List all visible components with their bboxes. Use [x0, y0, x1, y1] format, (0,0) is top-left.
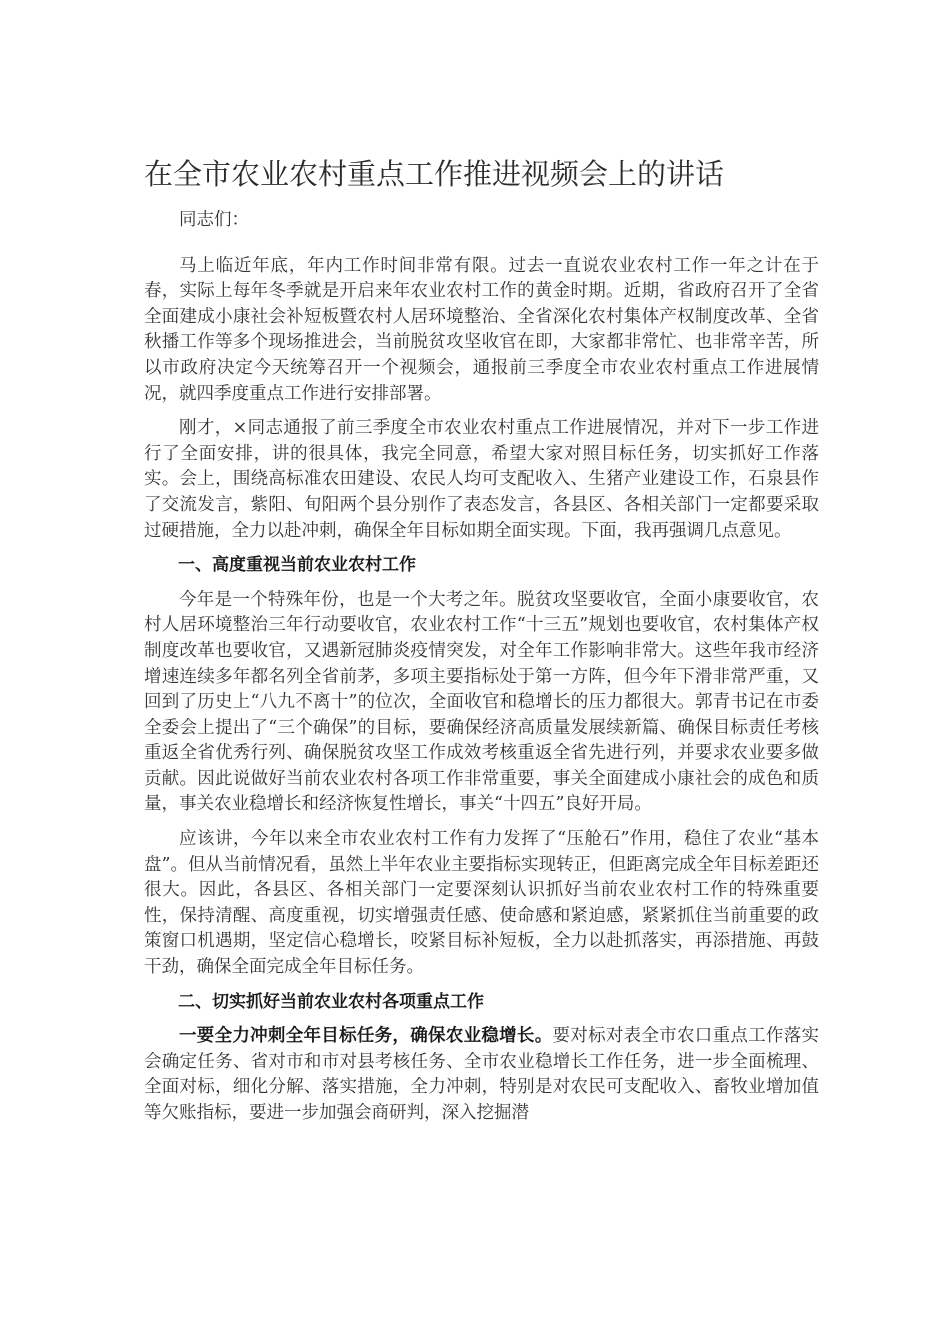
intro-paragraph-2: 刚才，×同志通报了前三季度全市农业农村重点工作进展情况，并对下一步工作进行了全面安排，讲的很具体，我完全同意，希望大家对照目标任务，切实抓好工作落实。会上，围绕高标准农田建设、农民人均可支配收入、生猪产业建设工作，石泉县作了交流发言，紫阳、旬阳两个县分别作了表态发言，各县区、各相关部门一定都要采取过硬措施，全力以赴冲刺，确保全年目标如期全面实现。下面，我再强调几点意见。	[144, 418, 819, 541]
intro-paragraph-1: 马上临近年底，年内工作时间非常有限。过去一直说农业农村工作一年之计在于春，实际上每年冬季就是开启来年农业农村工作的黄金时期。近期，省政府召开了全省全面建成小康社会补短板暨农村人居环境整治、全省深化农村集体产权制度改革、全省秋播工作等多个现场推进会，当前脱贫攻坚收官在即，大家都非常忙、也非常辛苦，所以市政府决定今天统筹召开一个视频会，通报前三季度全市农业农村重点工作进展情况，就四季度重点工作进行安排部署。	[144, 255, 819, 404]
salutation: 同志们：	[179, 210, 249, 230]
document-body	[144, 208, 819, 1136]
section1-paragraph-2: 应该讲，今年以来全市农业农村工作有力发挥了“压舱石”作用，稳住了农业“基本盘”。但从当前情况看，虽然上半年农业主要指标实现转正，但距离完成全年目标差距还很大。因此，各县区、各相关部门一定要深刻认识抓好当前农业农村工作的特殊重要性，保持清醒、高度重视，切实增强责任感、使命感和紧迫感，紧紧抓住当前重要的政策窗口机遇期，坚定信心稳增长，咬紧目标补短板，全力以赴抓落实，再添措施、再鼓干劲，确保全面完成全年目标任务。	[144, 829, 819, 978]
section1-paragraph-1: 今年是一个特殊年份，也是一个大考之年。脱贫攻坚要收官，全面小康要收官，农村人居环境整治三年行动要收官，农业农村工作“十三五”规划也要收官，农村集体产权制度改革也要收官，又遇新冠肺炎疫情突发，对全年工作影响非常大。这些年我市经济增速连续多年都名列全省前茅，多项主要指标处于第一方阵，但今年下滑非常严重，又回到了历史上“八九不离十”的位次，全面收官和稳增长的压力都很大。郭青书记在市委全委会上提出了“三个确保”的目标，要确保经济高质量发展续新篇、确保目标责任考核重返全省优秀行列、确保脱贫攻坚工作成效考核重返全省先进行列，并要求农业要多做贡献。因此说做好当前农业农村各项工作非常重要，事关全面建成小康社会的成色和质量，事关农业稳增长和经济恢复性增长，事关“十四五”良好开局。	[144, 589, 819, 815]
section2-lead-sentence: 一要全力冲刺全年目标任务，确保农业稳增长。	[179, 1026, 553, 1047]
section2-paragraph-text: 要对标对表全市农口重点工作落实会确定任务、省对市和市对县考核任务、全市农业稳增长工作任务，进一步全面梳理、全面对标，细化分解、落实措施，全力冲刺，特别是对农民可支配收入、畜牧业增加值等欠账指标，要进一步加强会商研判，深入挖掘潜	[144, 1026, 819, 1123]
section-heading-2: 二、切实抓好当前农业农村各项重点工作	[178, 991, 484, 1012]
section2-paragraph-1	[144, 1024, 819, 1126]
section-heading-1: 一、高度重视当前农业农村工作	[178, 555, 416, 576]
document-title: 在全市农业农村重点工作推进视频会上的讲话	[144, 157, 725, 191]
